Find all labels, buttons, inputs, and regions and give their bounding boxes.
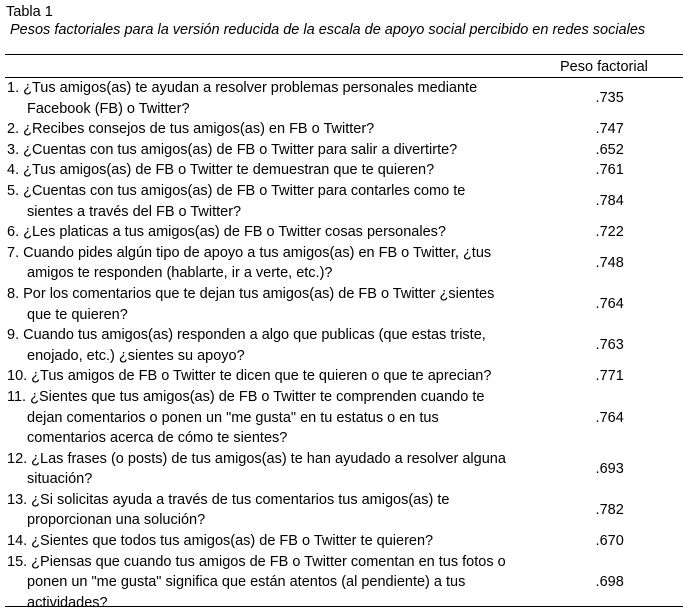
item-line: 10. ¿Tus amigos de FB o Twitter te dicen que te quieren o que te aprecian? bbox=[7, 368, 492, 385]
factor-weight: .652 bbox=[595, 141, 624, 158]
item-line: actividades? bbox=[27, 594, 108, 611]
table-row bbox=[0, 160, 685, 181]
factor-weight: .782 bbox=[595, 502, 624, 519]
item-line: situación? bbox=[27, 471, 93, 488]
item-line: amigos te responden (hablarte, ir a verte, etc.)? bbox=[27, 265, 333, 282]
item-text bbox=[0, 284, 579, 325]
item-line: 14. ¿Sientes que todos tus amigos(as) de FB o Twitter te quieren? bbox=[7, 533, 434, 550]
table-label: Tabla 1 bbox=[6, 4, 53, 20]
item-line: 1. ¿Tus amigos(as) te ayudan a resolver problemas personales mediante bbox=[7, 80, 478, 96]
item-line: sientes a través del FB o Twitter? bbox=[27, 203, 242, 220]
item-line: 13. ¿Si solicitas ayuda a través de tus comentarios tus amigos(as) te bbox=[7, 491, 450, 508]
table-row bbox=[0, 140, 685, 161]
item-text bbox=[0, 222, 579, 243]
table-row bbox=[0, 387, 685, 449]
item-line: 4. ¿Tus amigos(as) de FB o Twitter te demuestran que te quieren? bbox=[7, 162, 435, 179]
item-text bbox=[0, 181, 579, 222]
item-text bbox=[0, 140, 579, 161]
item-line: que te quieren? bbox=[27, 306, 128, 323]
table-row bbox=[0, 243, 685, 284]
table-row bbox=[0, 366, 685, 387]
item-line: 9. Cuando tus amigos(as) responden a algo que publicas (que estas triste, bbox=[7, 327, 486, 344]
item-text bbox=[0, 490, 579, 531]
item-line: enojado, etc.) ¿sientes su apoyo? bbox=[27, 347, 245, 364]
factor-weight: .764 bbox=[595, 296, 624, 313]
bottom-rule bbox=[5, 606, 683, 607]
table-row bbox=[0, 181, 685, 222]
item-text bbox=[0, 160, 579, 181]
column-header-weight: Peso factorial bbox=[560, 59, 648, 75]
factor-weight: .693 bbox=[595, 460, 624, 477]
item-text bbox=[0, 78, 579, 119]
item-line: comentarios acerca de cómo te sientes? bbox=[27, 430, 288, 447]
item-line: 11. ¿Sientes que tus amigos(as) de FB o Twitter te comprenden cuando te bbox=[7, 388, 485, 405]
factor-weight: .763 bbox=[595, 337, 624, 354]
table-caption: Pesos factoriales para la versión reducida de la escala de apoyo social percibido en redes sociales bbox=[10, 22, 646, 38]
item-text bbox=[0, 449, 579, 490]
item-text bbox=[0, 552, 579, 613]
factor-weight: .722 bbox=[595, 224, 624, 241]
item-line: proporcionan una solución? bbox=[27, 512, 206, 529]
table-row bbox=[0, 78, 685, 119]
factor-weight: .761 bbox=[595, 162, 624, 179]
item-line: dejan comentarios o ponen un "me gusta" en tu estatus o en tus bbox=[27, 409, 439, 426]
table-row bbox=[0, 449, 685, 490]
item-line: 12. ¿Las frases (o posts) de tus amigos(as) te han ayudado a resolver alguna bbox=[7, 450, 506, 467]
factor-weight: .747 bbox=[595, 121, 624, 138]
factor-weight: .698 bbox=[595, 574, 624, 591]
factor-weight: .784 bbox=[595, 193, 624, 210]
table-row bbox=[0, 284, 685, 325]
table-row bbox=[0, 552, 685, 613]
table-row bbox=[0, 325, 685, 366]
item-text bbox=[0, 119, 579, 140]
item-line: 15. ¿Piensas que cuando tus amigos de FB o Twitter comentan en tus fotos o bbox=[7, 553, 506, 570]
item-line: Facebook (FB) o Twitter? bbox=[27, 100, 190, 117]
item-text bbox=[0, 366, 579, 387]
factor-weight: .748 bbox=[595, 255, 624, 272]
item-line: 3. ¿Cuentas con tus amigos(as) de FB o Twitter para salir a divertirte? bbox=[7, 141, 458, 158]
top-rule bbox=[5, 54, 683, 55]
item-line: 7. Cuando pides algún tipo de apoyo a tus amigos(as) en FB o Twitter, ¿tus bbox=[7, 244, 492, 261]
factor-weight: .771 bbox=[595, 368, 624, 385]
table-row bbox=[0, 531, 685, 552]
item-text bbox=[0, 387, 579, 449]
item-text bbox=[0, 325, 579, 366]
table-row bbox=[0, 490, 685, 531]
factor-weight: .670 bbox=[595, 533, 624, 550]
item-text bbox=[0, 531, 579, 552]
table-body bbox=[0, 78, 685, 613]
table-row bbox=[0, 222, 685, 243]
factor-weight: .735 bbox=[595, 90, 624, 107]
factor-weight: .764 bbox=[595, 409, 624, 426]
item-line: 6. ¿Les platicas a tus amigos(as) de FB o Twitter cosas personales? bbox=[7, 224, 446, 241]
item-line: 2. ¿Recibes consejos de tus amigos(as) en FB o Twitter? bbox=[7, 121, 375, 138]
item-text bbox=[0, 243, 579, 284]
table-row bbox=[0, 119, 685, 140]
item-line: ponen un "me gusta" significa que están atentos (al pendiente) a tus bbox=[27, 574, 466, 591]
item-line: 8. Por los comentarios que te dejan tus amigos(as) de FB o Twitter ¿sientes bbox=[7, 285, 495, 302]
item-line: 5. ¿Cuentas con tus amigos(as) de FB o Twitter para contarles como te bbox=[7, 182, 466, 199]
